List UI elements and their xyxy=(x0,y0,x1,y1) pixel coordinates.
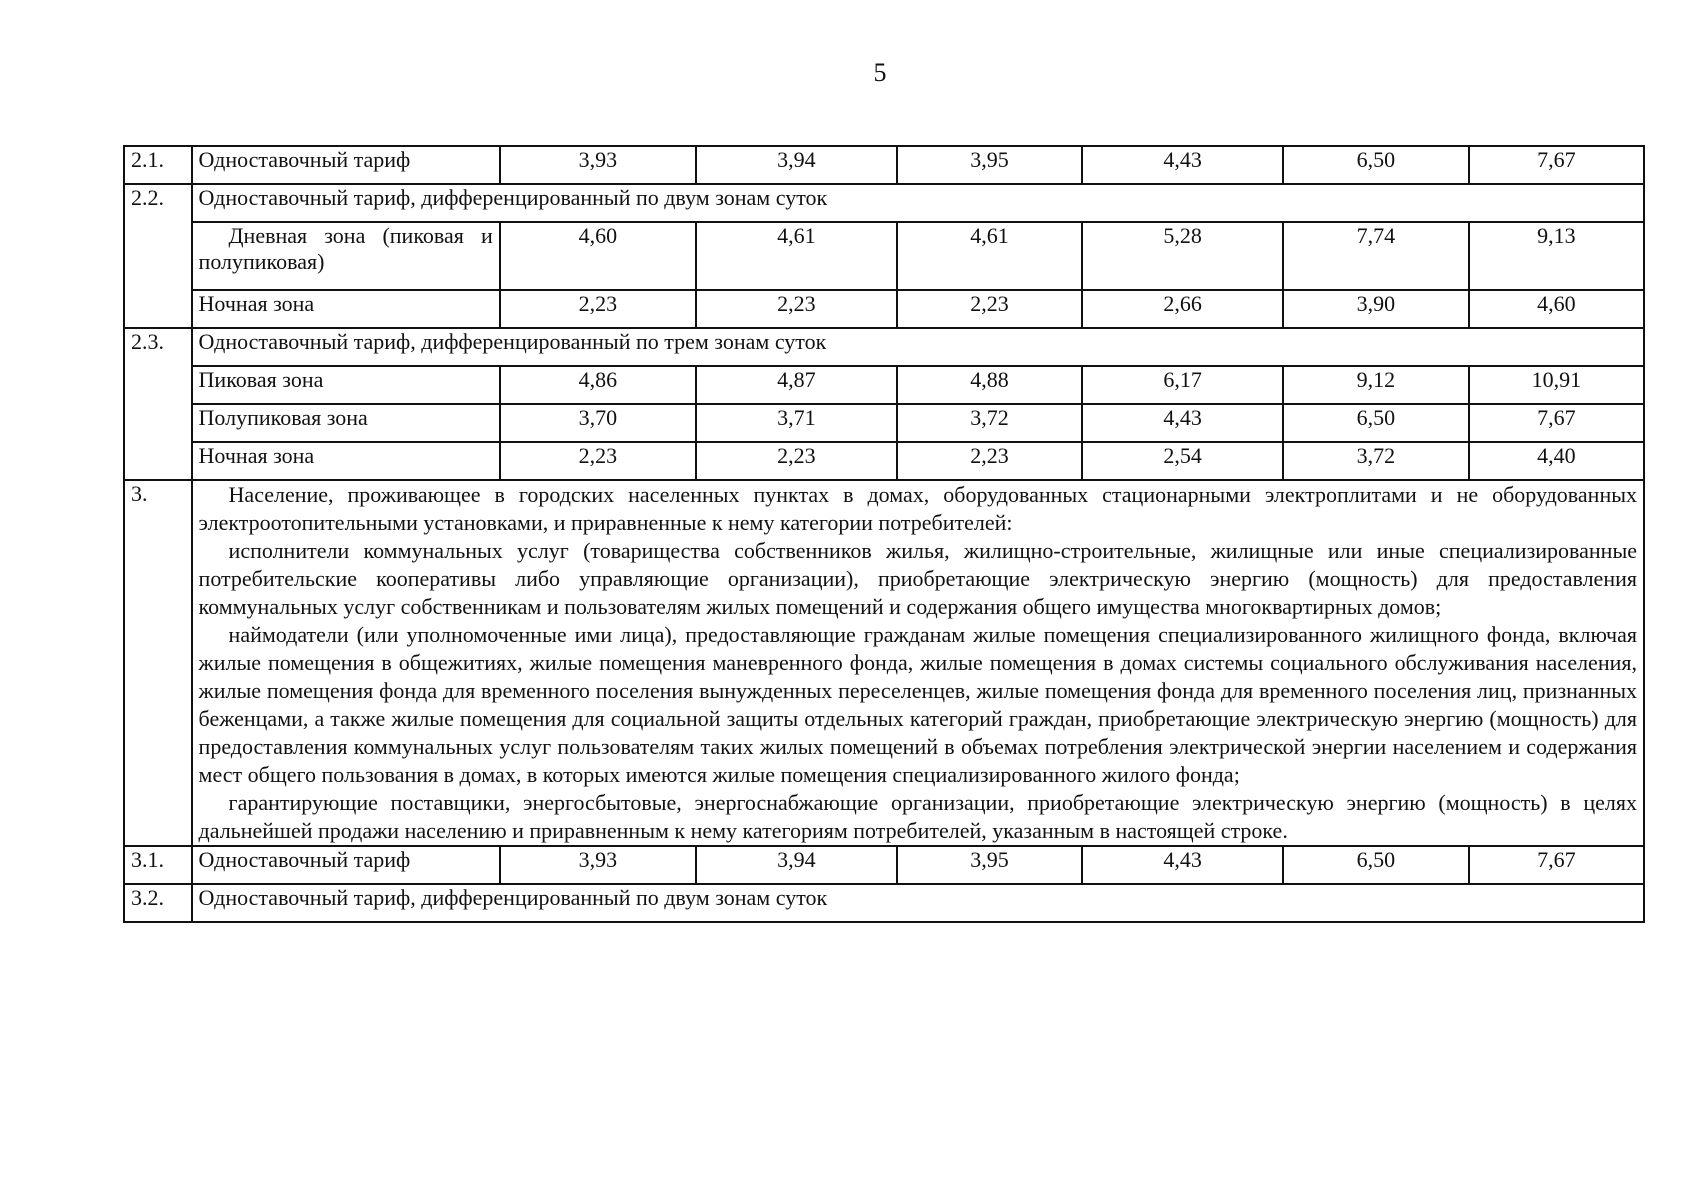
table-row xyxy=(124,884,1644,922)
value-cell: 2,23 xyxy=(500,442,696,480)
value-cell: 6,50 xyxy=(1283,846,1469,884)
row-label: Ночная зона xyxy=(192,442,500,480)
table-row xyxy=(124,290,1644,328)
row-number: 2.1. xyxy=(124,146,192,184)
value-cell: 7,74 xyxy=(1283,222,1469,290)
value-cell: 2,66 xyxy=(1082,290,1283,328)
value-cell: 4,87 xyxy=(696,366,897,404)
tariff-table xyxy=(123,145,1645,923)
row-number: 2.3. xyxy=(124,328,192,480)
table-row xyxy=(124,366,1644,404)
table-row xyxy=(124,404,1644,442)
value-cell: 9,13 xyxy=(1469,222,1644,290)
value-cell: 3,95 xyxy=(897,846,1083,884)
value-cell: 3,72 xyxy=(1283,442,1469,480)
value-cell: 7,67 xyxy=(1469,146,1644,184)
row-number: 3.1. xyxy=(124,846,192,884)
value-cell: 4,43 xyxy=(1082,404,1283,442)
description-paragraph: Население, проживающее в городских населенных пунктах в домах, оборудованных стационарными электроплитами и не оборудованных электроотопительными установками, и приравненные к нему категории потребителей: xyxy=(198,482,1637,535)
value-cell: 3,72 xyxy=(897,404,1083,442)
value-cell: 2,23 xyxy=(500,290,696,328)
table-row xyxy=(124,184,1644,222)
description-paragraph: исполнители коммунальных услуг (товарищества собственников жилья, жилищно-строительные, жилищные или иные специализированные потребительские кооперативы либо управляющие организации), приобретающие электрическую энергию (мощность) для предоставления коммунальных услуг собственникам и пользователям жилых помещений и содержания общего имущества многоквартирных домов; xyxy=(198,538,1637,619)
value-cell: 3,70 xyxy=(500,404,696,442)
value-cell: 3,90 xyxy=(1283,290,1469,328)
value-cell: 4,88 xyxy=(897,366,1083,404)
table-row xyxy=(124,442,1644,480)
row-label: Ночная зона xyxy=(192,290,500,328)
value-cell: 2,54 xyxy=(1082,442,1283,480)
value-cell: 3,71 xyxy=(696,404,897,442)
value-cell: 2,23 xyxy=(897,442,1083,480)
value-cell: 7,67 xyxy=(1469,846,1644,884)
table-row xyxy=(124,328,1644,366)
row-label: Одноставочный тариф xyxy=(192,846,500,884)
table-row xyxy=(124,846,1644,884)
row-label: Дневная зона (пиковая и полупиковая) xyxy=(192,222,500,290)
row-label: Одноставочный тариф, дифференцированный по трем зонам суток xyxy=(192,328,1644,366)
row-label: Одноставочный тариф, дифференцированный по двум зонам суток xyxy=(192,184,1644,222)
value-cell: 4,86 xyxy=(500,366,696,404)
value-cell: 9,12 xyxy=(1283,366,1469,404)
row-label: Одноставочный тариф xyxy=(192,146,500,184)
value-cell: 2,23 xyxy=(696,442,897,480)
value-cell: 4,40 xyxy=(1469,442,1644,480)
table-row xyxy=(124,146,1644,184)
page-number: 5 xyxy=(873,58,887,87)
table-row xyxy=(124,222,1644,290)
description-paragraph: наймодатели (или уполномоченные ими лица), предоставляющие гражданам жилые помещения специализированного жилищного фонда, включая жилые помещения в общежитиях, жилые помещения маневренного фонда, жилые помещения в домах системы социального обслуживания населения, жилые помещения фонда для временного поселения вынужденных переселенцев, жилые помещения фонда для временного поселения лиц, признанных беженцами, а также жилые помещения для социальной защиты отдельных категорий граждан, приобретающие электрическую энергию (мощность) для предоставления коммунальных услуг пользователям таких жилых помещений в объемах потребления электрической энергии населением и содержания мест общего пользования в домах, в которых имеются жилые помещения специализированного жилого фонда; xyxy=(198,622,1637,787)
value-cell: 6,17 xyxy=(1082,366,1283,404)
value-cell: 2,23 xyxy=(696,290,897,328)
table-row xyxy=(124,480,1644,846)
category-description xyxy=(192,480,1644,846)
value-cell: 3,94 xyxy=(696,846,897,884)
value-cell: 4,61 xyxy=(897,222,1083,290)
value-cell: 5,28 xyxy=(1082,222,1283,290)
value-cell: 4,43 xyxy=(1082,846,1283,884)
value-cell: 4,61 xyxy=(696,222,897,290)
value-cell: 3,95 xyxy=(897,146,1083,184)
value-cell: 10,91 xyxy=(1469,366,1644,404)
value-cell: 3,93 xyxy=(500,146,696,184)
description-paragraph: гарантирующие поставщики, энергосбытовые, энергоснабжающие организации, приобретающие электрическую энергию (мощность) в целях дальнейшей продажи населению и приравненным к нему категориям потребителей, указанным в настоящей строке. xyxy=(198,790,1637,843)
row-number: 3.2. xyxy=(124,884,192,922)
row-label: Пиковая зона xyxy=(192,366,500,404)
value-cell: 4,60 xyxy=(1469,290,1644,328)
row-label: Одноставочный тариф, дифференцированный по двум зонам суток xyxy=(192,884,1644,922)
value-cell: 4,43 xyxy=(1082,146,1283,184)
row-number: 3. xyxy=(124,480,192,846)
row-number: 2.2. xyxy=(124,184,192,328)
value-cell: 6,50 xyxy=(1283,404,1469,442)
value-cell: 3,94 xyxy=(696,146,897,184)
value-cell: 3,93 xyxy=(500,846,696,884)
value-cell: 6,50 xyxy=(1283,146,1469,184)
value-cell: 2,23 xyxy=(897,290,1083,328)
value-cell: 7,67 xyxy=(1469,404,1644,442)
row-label: Полупиковая зона xyxy=(192,404,500,442)
value-cell: 4,60 xyxy=(500,222,696,290)
